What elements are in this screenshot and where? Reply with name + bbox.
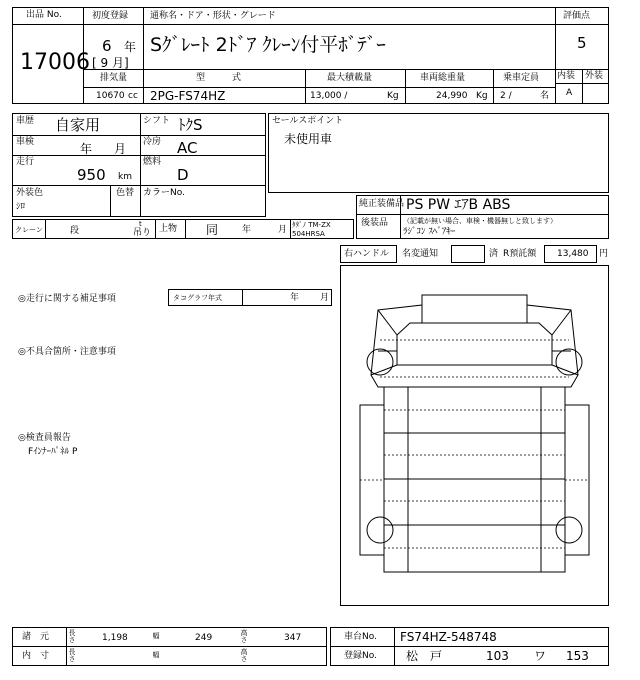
reg-kana: ワ <box>534 649 547 663</box>
color-change-label: 色替 <box>116 188 135 198</box>
max-load-value: 13,000 / <box>310 91 348 101</box>
length-label: 長さ <box>68 629 76 644</box>
recycle-unit: 円 <box>599 249 609 259</box>
vehicle-name: Sｸﾞﾚｰﾄ 2ﾄﾞｱ ｸﾚｰﾝ付平ﾎﾞﾃﾞｰ <box>150 34 386 56</box>
truck-diagram <box>340 265 609 606</box>
reg-place: 松 戸 <box>406 649 443 663</box>
interior-grade-label: 内装 <box>557 71 576 81</box>
interior-grade-value: A <box>566 88 573 98</box>
fuel-value: D <box>177 166 189 184</box>
crane-divider <box>185 219 186 239</box>
cab-dotted-line <box>380 340 569 377</box>
header-divider <box>582 69 583 104</box>
bed-frame-line <box>360 405 589 555</box>
exterior-grade-label: 外装 <box>585 71 604 81</box>
crane-label: クレーン <box>15 226 43 234</box>
info-frame <box>12 113 266 217</box>
inner-dimensions-label: 内 寸 <box>22 651 50 661</box>
crane-divider <box>155 219 156 239</box>
ext-color-value: ｼﾛ <box>16 202 26 212</box>
crane-divider <box>45 219 46 239</box>
shift-label: シフト <box>143 116 171 126</box>
first-reg-year-unit: 年 <box>124 40 137 54</box>
recycle-label: R預託額 <box>503 249 537 259</box>
aftermarket-note: （記載が無い場合、車検・機器無しと致します） <box>403 217 557 225</box>
info-divider <box>110 185 111 217</box>
vehicle-name-label: 通称名・ドア・形状・グレード <box>150 11 276 21</box>
registration-divider <box>330 646 609 647</box>
header-divider <box>555 24 609 25</box>
inner-width-label: 幅 <box>152 651 160 659</box>
aftermarket-label: 後装品 <box>361 218 389 228</box>
height-value: 347 <box>284 633 302 643</box>
score-value: 5 <box>577 34 587 52</box>
spec-divider <box>305 69 306 104</box>
width-label: 幅 <box>152 632 160 640</box>
displacement-label: 排気量 <box>100 73 128 83</box>
width-value: 249 <box>195 633 213 643</box>
info-divider <box>12 155 266 156</box>
model-label: 型 式 <box>196 73 242 83</box>
name-change-label: 名変通知 <box>402 249 439 259</box>
history-value: 自家用 <box>55 116 101 134</box>
info-divider <box>12 185 266 186</box>
aircon-value: AC <box>177 139 198 157</box>
max-load-label: 最大積載量 <box>327 73 373 83</box>
capacity-label: 乗車定員 <box>503 73 540 83</box>
color-no-label: カラーNo. <box>143 188 185 198</box>
mileage-label: 走行 <box>16 157 35 167</box>
info-divider <box>140 113 141 217</box>
tacho-year-unit: 年 <box>290 293 300 303</box>
handle-value: 右ハンドル <box>344 249 390 259</box>
displacement-unit: cc <box>128 91 138 101</box>
header-divider <box>143 7 144 69</box>
first-reg-month: [ 9 月] <box>92 56 129 70</box>
model-value: 2PG-FS74HZ <box>150 89 226 103</box>
header-divider <box>83 87 555 88</box>
chassis-label: 車台No. <box>344 632 377 642</box>
length-value: 1,198 <box>102 633 128 643</box>
crane-maker: ﾀﾀﾞﾉ TM-ZX <box>292 221 331 229</box>
upper-body-same: 同 <box>206 223 219 237</box>
inspection-year: 年 <box>80 142 93 156</box>
inspection-label: 車検 <box>16 137 35 147</box>
equipment-divider <box>356 214 609 215</box>
supplement-label: ◎走行に関する補足事項 <box>18 294 116 304</box>
crane-stage-unit: 段 <box>70 226 80 236</box>
inspection-month: 月 <box>114 142 127 156</box>
capacity-unit: 名 <box>540 91 550 101</box>
crane-ton-unit: t <box>139 220 142 228</box>
ext-color-label: 外装色 <box>16 188 44 198</box>
dimensions-label: 諸 元 <box>22 632 50 642</box>
reg-class: 103 <box>486 649 509 663</box>
height-label: 高さ <box>240 629 248 644</box>
tacho-month-unit: 月 <box>320 293 330 303</box>
cab-bumper <box>371 365 578 375</box>
info-divider <box>12 135 266 136</box>
inspector-value: Fｲﾝﾅｰﾊﾟﾈﾙ P <box>28 447 78 457</box>
inner-height-label: 高さ <box>240 648 248 663</box>
gross-weight-label: 車両総重量 <box>420 73 466 83</box>
mileage-value: 950 <box>77 166 106 184</box>
equipment-label: 純正装備品 <box>359 199 405 209</box>
spec-divider <box>493 69 494 104</box>
aircon-label: 冷房 <box>143 137 162 147</box>
mileage-unit: km <box>118 172 132 182</box>
header-divider <box>83 24 555 25</box>
recycle-mark: 済 <box>489 249 499 259</box>
gross-weight-value: 24,990 <box>436 91 468 101</box>
gross-weight-unit: Kg <box>476 91 488 101</box>
lot-number: 17006 <box>20 50 90 75</box>
windshield-outline <box>397 323 552 365</box>
upper-body-label: 上物 <box>159 224 178 234</box>
header-divider <box>83 69 609 70</box>
lot-label: 出品 No. <box>26 10 62 20</box>
cab-outline <box>371 295 578 387</box>
sales-point-value: 未使用車 <box>284 132 333 146</box>
tacho-divider <box>242 289 243 306</box>
registration-divider <box>394 627 395 666</box>
name-change-checkbox <box>451 245 485 263</box>
defects-label: ◎不具合箇所・注意事項 <box>18 347 116 357</box>
sales-point-label: セールスポイント <box>272 116 344 126</box>
cab-panel-line <box>378 305 571 335</box>
reg-label: 登録No. <box>344 651 377 661</box>
fuel-label: 燃料 <box>143 157 162 167</box>
spec-divider <box>405 69 406 104</box>
recycle-value: 13,480 <box>557 249 589 259</box>
first-reg-label: 初度登録 <box>92 11 129 21</box>
chassis-value: FS74HZ-548748 <box>400 630 497 644</box>
displacement-value: 10670 <box>96 91 125 101</box>
crane-model: 504HRSA <box>292 230 325 238</box>
aftermarket-value: ﾗｼﾞｺﾝ ｽﾍﾟｱｷｰ <box>403 227 456 237</box>
dimensions-divider <box>12 646 327 647</box>
reg-number: 153 <box>566 649 589 663</box>
upper-body-year-unit: 年 <box>242 225 252 235</box>
score-label: 評価点 <box>563 11 591 21</box>
crane-lift-unit: 吊り <box>133 228 152 238</box>
inspector-label: ◎検査員報告 <box>18 433 71 443</box>
upper-body-month-unit: 月 <box>278 225 288 235</box>
history-label: 車歴 <box>16 116 35 126</box>
shift-value: ﾄｸS <box>178 116 203 134</box>
max-load-unit: Kg <box>387 91 399 101</box>
first-reg-year: 6 <box>102 37 112 55</box>
rear-right-wheel <box>556 517 582 543</box>
header-divider <box>555 7 556 104</box>
dimensions-divider <box>66 627 67 666</box>
capacity-value: 2 / <box>500 91 512 101</box>
inner-length-label: 長さ <box>68 648 76 663</box>
equipment-value: PS PW ｴｱB ABS <box>406 197 511 213</box>
rear-left-wheel <box>367 517 393 543</box>
crane-divider <box>290 219 291 239</box>
header-divider <box>12 24 83 25</box>
tacho-label: タコグラフ年式 <box>173 294 222 302</box>
spec-divider <box>143 69 144 104</box>
bed-divider <box>384 433 565 525</box>
